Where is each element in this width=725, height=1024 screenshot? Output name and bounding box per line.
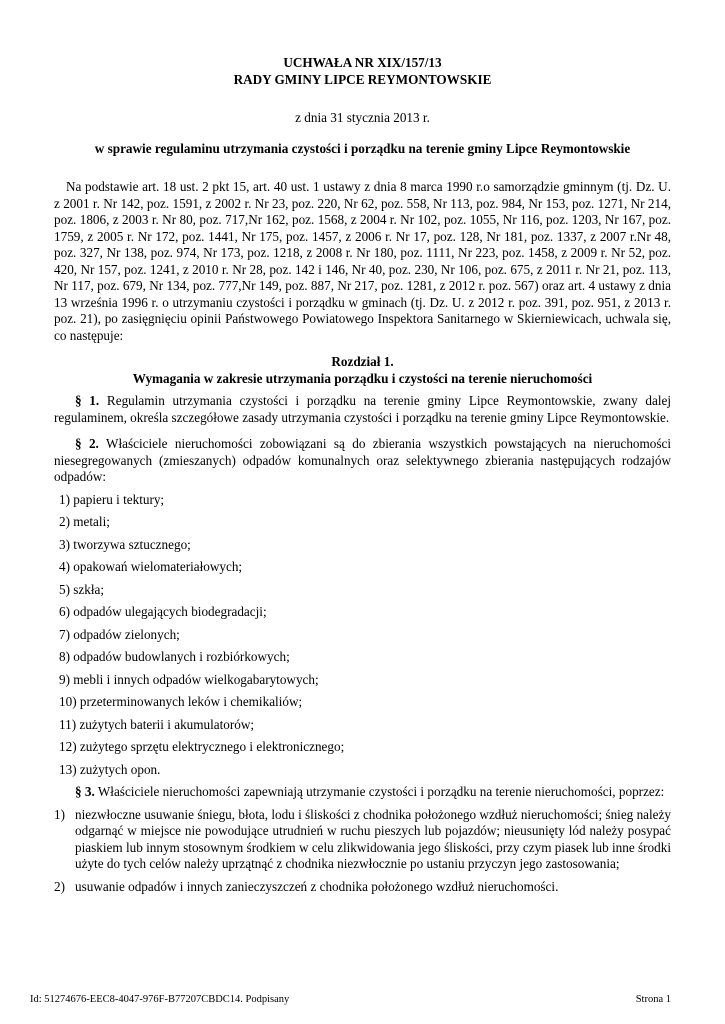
list-item — [54, 879, 671, 896]
resolution-subject: w sprawie regulaminu utrzymania czystości i porządku na terenie gminy Lipce Reymontowskie — [94, 140, 631, 156]
list-item: 5) szkła; — [59, 581, 105, 597]
list-item: 7) odpadów zielonych; — [59, 626, 180, 642]
list-item: 3) tworzywa sztucznego; — [59, 536, 191, 552]
section-2-list — [54, 492, 671, 779]
list-item: 11) zużytych baterii i akumulatorów; — [59, 716, 255, 732]
list-item: 9) mebli i innych odpadów wielkogabarytowych; — [59, 671, 319, 687]
section-1 — [54, 393, 671, 426]
section-2-marker: § 2. — [75, 436, 99, 451]
list-item: 6) odpadów ulegających biodegradacji; — [59, 604, 267, 619]
list-item: 1) papieru i tektury; — [59, 491, 165, 507]
list-item-text: niezwłoczne usuwanie śniegu, błota, lodu i śliskości z chodnika położonego wzdłuż nieruchomości; śnieg należy odgarnąć w miejsce nie powodujące utrudnień w ruchu pieszych lub pojazdów; nieusunięty lód należy posypać piaskiem lub innym stosownym środkiem w celu zlikwidowania jego śliskości, przy czym piasek lub inne środki użyte do tych celów należy uprzątnąć z chodnika niezwłocznie po ustaniu przyczyn jego zastosowania; — [75, 806, 671, 871]
section-3-marker: § 3. — [75, 784, 95, 799]
preamble: Na podstawie art. 18 ust. 2 pkt 15, art. 40 ust. 1 ustawy z dnia 8 marca 1990 r.o samorządzie gminnym (tj. Dz. U. z 2001 r. Nr 142, poz. 1591, z 2002 r. Nr 23, poz. 220, Nr 62, poz. 558, Nr 113, poz. 984, Nr 153, poz. 1271, Nr 214, poz. 1806, z 2003 r. Nr 80, poz. 717,Nr 162, poz. 1568, z 2004 r. Nr 102, poz. 1055, Nr 116, poz. 1203, Nr 167, poz. 1759, z 2005 r. Nr 172, poz. 1441, Nr 175, poz. 1457, z 2006 r. Nr 17, poz. 128, Nr 181, poz. 1337, z 2007 r.Nr 48, poz. 327, Nr 138, poz. 974, Nr 173, poz. 1218, z 2008 r. Nr 180, poz. 1111, Nr 223, poz. 1458, z 2009 r. Nr 52, poz. 420, Nr 157, poz. 1241, z 2010 r. Nr 28, poz. 142 i 146, Nr 40, poz. 230, Nr 106, poz. 675, z 2011 r. Nr 21, poz. 113, Nr 117, poz. 679, Nr 134, poz. 777,Nr 149, poz. 887, Nr 217, poz. 1281, z 2012 r. poz. 567) oraz art. 4 ustawy z dnia 13 września 1996 r. o utrzymaniu czystości i porządku w gminach (tj. Dz. U. z 2012 r. poz. 391, poz. 951, z 2013 r. poz. 21), po zasięgnięciu opinii Państwowego Powiatowego Inspektora Sanitarnego w Skierniewicach, uchwala się, co następuje: — [54, 179, 671, 343]
section-3 — [54, 784, 671, 801]
council-name: RADY GMINY LIPCE REYMONTOWSKIE — [233, 71, 492, 87]
page-number: Strona 1 — [635, 994, 671, 1005]
section-3-text: Właściciele nieruchomości zapewniają utrzymanie czystości i porządku na terenie nieruchomości, poprzez: — [97, 784, 665, 799]
list-item-number: 1) — [54, 806, 65, 822]
list-item: 2) metali; — [59, 514, 110, 529]
document-body — [54, 55, 671, 895]
list-item: 10) przeterminowanych leków i chemikaliów; — [59, 694, 303, 709]
section-2-text: Właściciele nieruchomości zobowiązani są do zbierania wszystkich powstających na nieruchomości niesegregowanych (zmieszanych) odpadów komunalnych oraz selektywnego zbierania następujących rodzajów odpadów: — [54, 436, 672, 484]
list-item: 4) opakowań wielomateriałowych; — [59, 559, 243, 574]
list-item-number: 2) — [54, 878, 65, 894]
list-item — [54, 807, 671, 873]
chapter-title: Wymagania w zakresie utrzymania porządku i czystości na terenie nieruchomości — [132, 370, 593, 386]
list-item: 12) zużytego sprzętu elektrycznego i elektronicznego; — [59, 739, 345, 754]
resolution-date: z dnia 31 stycznia 2013 r. — [295, 110, 430, 125]
list-item: 8) odpadów budowlanych i rozbiórkowych; — [59, 649, 290, 664]
document-id: Id: 51274676-EEC8-4047-976F-B77207CBDC14. Podpisany — [30, 994, 290, 1005]
resolution-title: UCHWAŁA NR XIX/157/13 — [283, 55, 442, 70]
list-item-text: usuwanie odpadów i innych zanieczyszczeń z chodnika położonego wzdłuż nieruchomości. — [75, 878, 559, 894]
page-footer — [30, 994, 671, 1005]
chapter-number: Rozdział 1. — [331, 354, 394, 369]
section-3-list — [54, 807, 671, 896]
section-1-marker: § 1. — [75, 393, 100, 408]
section-1-text: Regulamin utrzymania czystości i porządku na terenie gminy Lipce Reymontowskie, zwany dalej regulaminem, określa szczegółowe zasady utrzymania czystości i porządku na terenie gminy Lipce Reymontowskie. — [54, 393, 672, 425]
section-2 — [54, 436, 671, 486]
list-item: 13) zużytych opon. — [59, 761, 161, 777]
